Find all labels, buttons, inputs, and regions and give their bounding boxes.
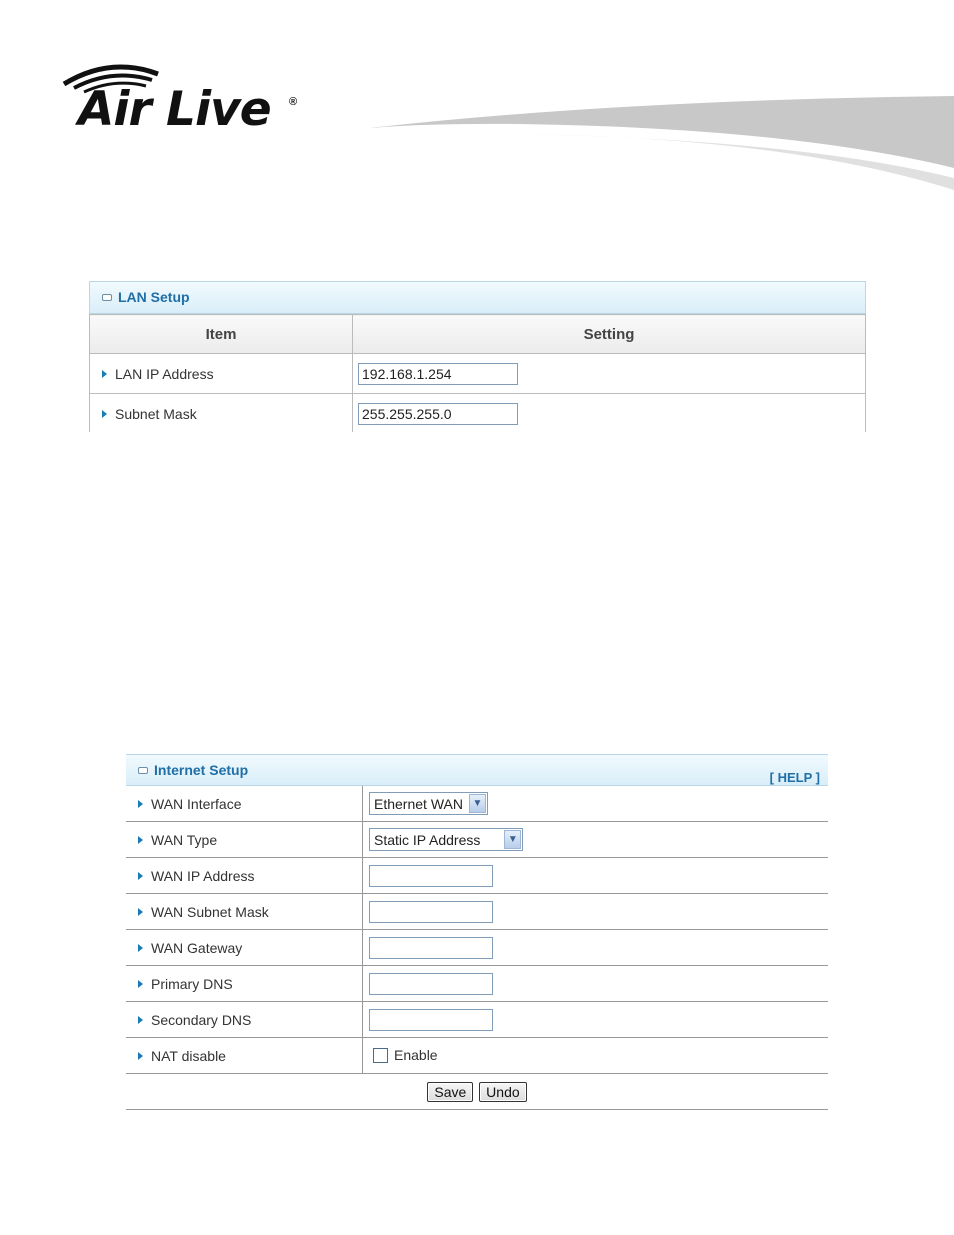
subnet-mask-input[interactable] [358, 403, 518, 425]
column-header-item: Item [90, 315, 353, 354]
wan-type-label: WAN Type [151, 831, 218, 848]
lan-ip-label: LAN IP Address [115, 365, 214, 382]
table-row [126, 894, 828, 930]
wan-gateway-input[interactable] [369, 937, 493, 959]
save-button[interactable]: Save [427, 1082, 473, 1102]
table-row [126, 858, 828, 894]
table-row [126, 1002, 828, 1038]
subnet-mask-label-cell [90, 394, 353, 433]
lan-ip-value-cell [353, 354, 866, 394]
logo-text: Air Live [78, 82, 271, 137]
wan-interface-select[interactable] [369, 792, 488, 815]
arrow-right-icon [138, 1016, 143, 1024]
wan-gateway-label: WAN Gateway [151, 939, 243, 956]
table-row [90, 394, 866, 433]
arrow-right-icon [102, 410, 107, 418]
internet-setup-panel [126, 754, 828, 1120]
subnet-mask-value-cell [353, 394, 866, 433]
lan-ip-label-cell [90, 354, 353, 394]
arrow-right-icon [138, 872, 143, 880]
nat-enable-checkbox[interactable] [373, 1048, 388, 1063]
primary-dns-label: Primary DNS [151, 975, 233, 992]
wan-interface-value: Ethernet WAN [374, 795, 463, 812]
arrow-right-icon [138, 836, 143, 844]
arrow-right-icon [138, 908, 143, 916]
table-row [126, 966, 828, 1002]
internet-table [126, 786, 828, 1110]
table-row [126, 1038, 828, 1074]
column-header-setting: Setting [353, 315, 866, 354]
wan-type-value: Static IP Address [374, 831, 481, 848]
lan-setup-header [89, 281, 866, 314]
wan-interface-label: WAN Interface [151, 795, 242, 812]
header-swoosh [370, 90, 954, 195]
primary-dns-input[interactable] [369, 973, 493, 995]
nat-enable-label: Enable [394, 1047, 438, 1064]
table-row [90, 354, 866, 394]
subnet-mask-label: Subnet Mask [115, 405, 197, 422]
internet-setup-header [126, 754, 828, 786]
lan-table [89, 314, 866, 432]
undo-button[interactable]: Undo [479, 1082, 526, 1102]
internet-setup-title: Internet Setup [154, 762, 249, 778]
arrow-right-icon [102, 370, 107, 378]
wan-ip-input[interactable] [369, 865, 493, 887]
help-link[interactable]: [ HELP ] [769, 770, 820, 785]
chevron-down-icon[interactable]: ▼ [469, 794, 486, 813]
secondary-dns-label: Secondary DNS [151, 1011, 252, 1028]
wan-type-select[interactable] [369, 828, 523, 851]
arrow-right-icon [138, 944, 143, 952]
panel-bullet-icon [138, 767, 148, 774]
table-row [126, 930, 828, 966]
button-row [126, 1074, 828, 1110]
lan-setup-panel [89, 281, 866, 432]
registered-mark: ® [289, 96, 298, 108]
arrow-right-icon [138, 1052, 143, 1060]
wan-subnet-label: WAN Subnet Mask [151, 903, 269, 920]
panel-bullet-icon [102, 294, 112, 301]
arrow-right-icon [138, 980, 143, 988]
airlive-logo [60, 62, 310, 142]
table-row [126, 786, 828, 822]
nat-disable-label: NAT disable [151, 1047, 226, 1064]
secondary-dns-input[interactable] [369, 1009, 493, 1031]
wan-subnet-input[interactable] [369, 901, 493, 923]
arrow-right-icon [138, 800, 143, 808]
lan-setup-title: LAN Setup [118, 289, 190, 305]
lan-ip-input[interactable] [358, 363, 518, 385]
wan-ip-label: WAN IP Address [151, 867, 255, 884]
chevron-down-icon[interactable]: ▼ [504, 830, 521, 849]
table-row [126, 822, 828, 858]
